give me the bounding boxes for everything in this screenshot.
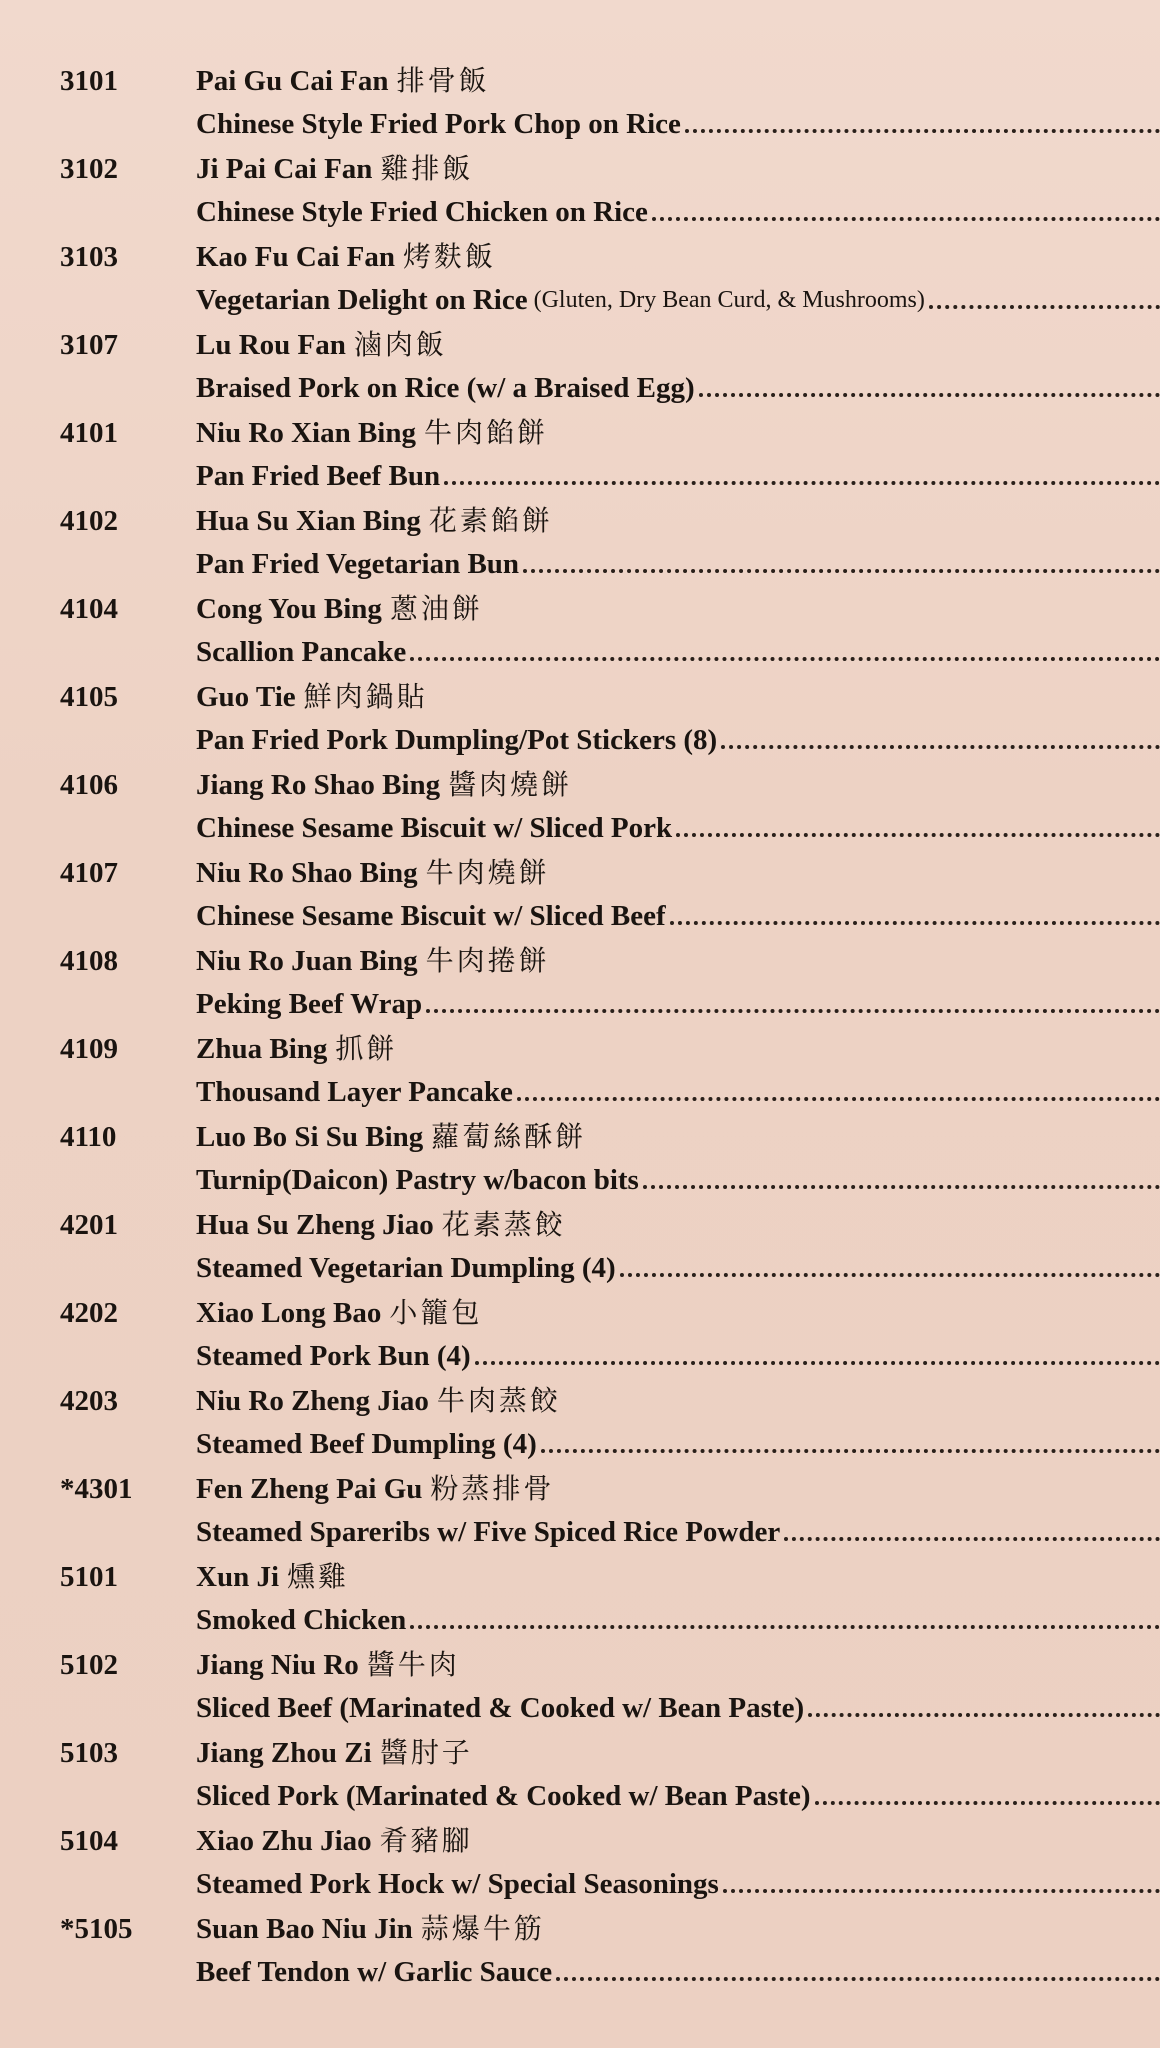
menu-item: [0, 1822, 1160, 1910]
item-code: 4106: [60, 769, 118, 801]
menu-item: [0, 1646, 1160, 1734]
item-pinyin-name: Suan Bao Niu Jin: [196, 1913, 413, 1945]
item-name-line: [196, 942, 550, 980]
item-description-row: [196, 1686, 1160, 1726]
item-chinese-name: 牛肉餡餅: [423, 416, 548, 449]
item-name-line: [196, 1294, 482, 1332]
item-chinese-name: 烤麩飯: [403, 240, 497, 273]
menu-list: [0, 62, 1160, 1998]
dot-leader: [475, 1361, 1160, 1365]
item-chinese-name: 蘿蔔絲酥餅: [431, 1120, 587, 1153]
dot-leader: [652, 217, 1160, 221]
item-chinese-name: 花素餡餅: [428, 504, 553, 537]
item-code: 4110: [60, 1121, 117, 1153]
item-pinyin-name: Kao Fu Cai Fan: [196, 241, 395, 273]
menu-item: [0, 238, 1160, 326]
menu-item: [0, 502, 1160, 590]
item-pinyin-name: Niu Ro Zheng Jiao: [196, 1385, 429, 1417]
item-pinyin-name: Jiang Ro Shao Bing: [196, 769, 441, 801]
dot-leader: [676, 833, 1160, 837]
menu-item: [0, 1118, 1160, 1206]
menu-item: [0, 62, 1160, 150]
dot-leader: [699, 393, 1160, 397]
menu-item: [0, 766, 1160, 854]
item-pinyin-name: Ji Pai Cai Fan: [196, 153, 373, 185]
item-description-row: [196, 1510, 1160, 1550]
menu-item: [0, 854, 1160, 942]
item-code: 3107: [60, 329, 118, 361]
item-description: Pan Fried Beef Bun: [196, 460, 441, 492]
menu-item: [0, 1734, 1160, 1822]
item-description-row: [196, 542, 1160, 582]
item-pinyin-name: Cong You Bing: [196, 593, 382, 625]
menu-item: [0, 150, 1160, 238]
dot-leader: [685, 129, 1160, 133]
item-pinyin-name: Xun Ji: [196, 1561, 280, 1593]
item-name-line: [196, 1382, 561, 1420]
item-description-row: [196, 718, 1160, 758]
item-chinese-name: 雞排飯: [380, 152, 474, 185]
item-chinese-name: 燻雞: [287, 1560, 350, 1593]
item-pinyin-name: Hua Su Xian Bing: [196, 505, 421, 537]
item-chinese-name: 肴豬腳: [379, 1824, 473, 1857]
item-name-line: [196, 150, 473, 188]
item-chinese-name: 蔥油餅: [389, 592, 483, 625]
item-name-line: [196, 1646, 460, 1684]
item-chinese-name: 牛肉蒸餃: [436, 1384, 561, 1417]
menu-item: [0, 1206, 1160, 1294]
item-description-row: [196, 1158, 1160, 1198]
item-name-line: [196, 1470, 554, 1508]
item-chinese-name: 牛肉燒餅: [425, 856, 550, 889]
item-description-row: [196, 1950, 1160, 1990]
dot-leader: [517, 1097, 1160, 1101]
item-description-row: [196, 1774, 1160, 1814]
menu-item: [0, 1558, 1160, 1646]
item-chinese-name: 粉蒸排骨: [430, 1472, 555, 1505]
item-code: 5101: [60, 1561, 118, 1593]
item-pinyin-name: Xiao Zhu Jiao: [196, 1825, 372, 1857]
item-chinese-name: 花素蒸餃: [441, 1208, 566, 1241]
item-chinese-name: 小籠包: [389, 1296, 483, 1329]
item-pinyin-name: Niu Ro Juan Bing: [196, 945, 418, 977]
item-chinese-name: 醬肉燒餅: [448, 768, 573, 801]
item-pinyin-name: Guo Tie: [196, 681, 296, 713]
item-name-line: [196, 1910, 545, 1948]
dot-leader: [784, 1537, 1160, 1541]
item-pinyin-name: Jiang Niu Ro: [196, 1649, 359, 1681]
item-code: 4102: [60, 505, 118, 537]
item-code: 5104: [60, 1825, 118, 1857]
item-description: Chinese Style Fried Chicken on Rice: [196, 196, 648, 228]
item-code: *4301: [60, 1473, 133, 1505]
item-code: 5102: [60, 1649, 118, 1681]
item-pinyin-name: Pai Gu Cai Fan: [196, 65, 389, 97]
item-pinyin-name: Zhua Bing: [196, 1033, 328, 1065]
item-pinyin-name: Niu Ro Xian Bing: [196, 417, 416, 449]
item-description: Turnip(Daicon) Pastry w/bacon bits: [196, 1164, 639, 1196]
item-description-row: [196, 102, 1160, 142]
item-description-row: [196, 454, 1160, 494]
item-description: Scallion Pancake: [196, 636, 407, 668]
dot-leader: [643, 1185, 1160, 1189]
item-description: Sliced Beef (Marinated & Cooked w/ Bean Paste): [196, 1692, 805, 1724]
item-name-line: [196, 1822, 473, 1860]
item-description-row: [196, 894, 1160, 934]
item-description-row: [196, 278, 1160, 318]
item-pinyin-name: Niu Ro Shao Bing: [196, 857, 418, 889]
menu-item: [0, 414, 1160, 502]
item-description-row: [196, 1246, 1160, 1286]
item-pinyin-name: Jiang Zhou Zi: [196, 1737, 372, 1769]
item-description: Chinese Sesame Biscuit w/ Sliced Pork: [196, 812, 673, 844]
item-name-line: [196, 590, 483, 628]
dot-leader: [523, 569, 1160, 573]
item-code: 3103: [60, 241, 118, 273]
item-code: 4109: [60, 1033, 118, 1065]
item-description-row: [196, 982, 1160, 1022]
dot-leader: [541, 1449, 1160, 1453]
dot-leader: [815, 1801, 1160, 1805]
item-description-row: [196, 1862, 1160, 1902]
item-description: Vegetarian Delight on Rice: [196, 284, 528, 316]
item-chinese-name: 醬肘子: [379, 1736, 473, 1769]
item-description: Chinese Sesame Biscuit w/ Sliced Beef: [196, 900, 666, 932]
dot-leader: [723, 1889, 1160, 1893]
item-pinyin-name: Lu Rou Fan: [196, 329, 346, 361]
item-description-row: [196, 806, 1160, 846]
item-code: 3102: [60, 153, 118, 185]
item-name-line: [196, 1734, 473, 1772]
item-pinyin-name: Xiao Long Bao: [196, 1297, 382, 1329]
dot-leader: [426, 1009, 1160, 1013]
dot-leader: [721, 745, 1160, 749]
item-chinese-name: 牛肉捲餅: [425, 944, 550, 977]
item-description: Thousand Layer Pancake: [196, 1076, 513, 1108]
menu-item: [0, 1910, 1160, 1998]
item-chinese-name: 鮮肉鍋貼: [303, 680, 428, 713]
menu-item: [0, 678, 1160, 766]
item-name-line: [196, 326, 447, 364]
dot-leader: [929, 305, 1160, 309]
dot-leader: [808, 1713, 1160, 1717]
item-description: Braised Pork on Rice (w/ a Braised Egg): [196, 372, 695, 404]
item-chinese-name: 蒜爆牛筋: [420, 1912, 545, 1945]
item-chinese-name: 排骨飯: [396, 64, 490, 97]
menu-item: [0, 1382, 1160, 1470]
item-description-row: [196, 1422, 1160, 1462]
item-name-line: [196, 678, 428, 716]
item-description: Steamed Pork Hock w/ Special Seasonings: [196, 1868, 719, 1900]
item-code: 4202: [60, 1297, 118, 1329]
item-name-line: [196, 1030, 397, 1068]
menu-item: [0, 942, 1160, 1030]
menu-item: [0, 1294, 1160, 1382]
item-chinese-name: 抓餅: [335, 1032, 398, 1065]
item-name-line: [196, 1558, 349, 1596]
item-description: Peking Beef Wrap: [196, 988, 423, 1020]
item-name-line: [196, 62, 490, 100]
item-code: 4108: [60, 945, 118, 977]
item-chinese-name: 醬牛肉: [366, 1648, 460, 1681]
item-description-row: [196, 1070, 1160, 1110]
item-description-row: [196, 630, 1160, 670]
item-code: 4105: [60, 681, 118, 713]
item-description: Beef Tendon w/ Garlic Sauce: [196, 1956, 553, 1988]
item-description: Pan Fried Vegetarian Bun: [196, 548, 520, 580]
item-description: Steamed Vegetarian Dumpling (4): [196, 1252, 616, 1284]
item-description: Steamed Spareribs w/ Five Spiced Rice Powder: [196, 1516, 781, 1548]
item-name-line: [196, 1206, 566, 1244]
item-name-line: [196, 1118, 586, 1156]
item-description-row: [196, 1334, 1160, 1374]
item-description: Steamed Pork Bun (4): [196, 1340, 471, 1372]
item-code: *5105: [60, 1913, 133, 1945]
menu-item: [0, 590, 1160, 678]
item-name-line: [196, 854, 550, 892]
item-description-row: [196, 366, 1160, 406]
item-description: Sliced Pork (Marinated & Cooked w/ Bean Paste): [196, 1780, 811, 1812]
dot-leader: [444, 481, 1160, 485]
item-description-note: (Gluten, Dry Bean Curd, & Mushrooms): [533, 287, 925, 313]
item-code: 4203: [60, 1385, 118, 1417]
item-code: 4107: [60, 857, 118, 889]
item-code: 4104: [60, 593, 118, 625]
menu-item: [0, 1030, 1160, 1118]
item-description: Pan Fried Pork Dumpling/Pot Stickers (8): [196, 724, 718, 756]
item-pinyin-name: Hua Su Zheng Jiao: [196, 1209, 434, 1241]
dot-leader: [556, 1977, 1160, 1981]
item-name-line: [196, 238, 496, 276]
item-description: Chinese Style Fried Pork Chop on Rice: [196, 108, 681, 140]
menu-item: [0, 1470, 1160, 1558]
item-description-row: [196, 190, 1160, 230]
item-pinyin-name: Fen Zheng Pai Gu: [196, 1473, 423, 1505]
item-description: Steamed Beef Dumpling (4): [196, 1428, 537, 1460]
item-name-line: [196, 414, 548, 452]
menu-item: [0, 326, 1160, 414]
item-pinyin-name: Luo Bo Si Su Bing: [196, 1121, 424, 1153]
item-chinese-name: 滷肉飯: [353, 328, 447, 361]
item-code: 3101: [60, 65, 118, 97]
item-description-row: [196, 1598, 1160, 1638]
dot-leader: [620, 1273, 1160, 1277]
dot-leader: [410, 657, 1160, 661]
dot-leader: [670, 921, 1160, 925]
dot-leader: [410, 1625, 1160, 1629]
item-description: Smoked Chicken: [196, 1604, 407, 1636]
item-code: 4101: [60, 417, 118, 449]
item-code: 5103: [60, 1737, 118, 1769]
item-name-line: [196, 766, 572, 804]
item-code: 4201: [60, 1209, 118, 1241]
item-name-line: [196, 502, 553, 540]
